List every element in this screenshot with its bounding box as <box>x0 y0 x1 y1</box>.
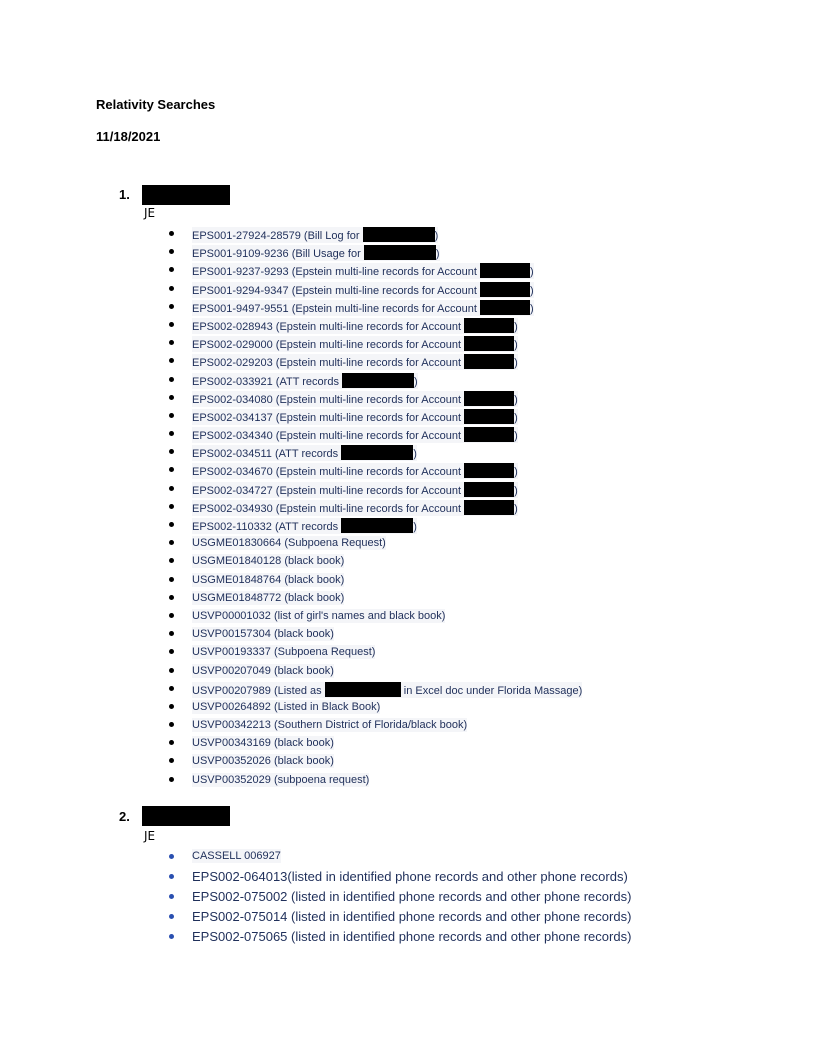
list-item-label: USVP00193337 (Subpoena Request) <box>192 646 376 659</box>
redaction-box <box>342 373 414 388</box>
list-item-label: EPS002-029000 (Epstein multi-line records for Account <box>192 339 465 352</box>
list-item-text <box>192 463 518 479</box>
list-item <box>0 772 816 790</box>
list-item-label: USVP00207989 (Listed as <box>192 684 325 697</box>
bullet-icon <box>169 431 174 436</box>
list-item-text <box>192 391 518 407</box>
list-item-label: EPS002-034340 (Epstein multi-line records for Account <box>192 430 465 443</box>
redaction-box <box>325 682 401 697</box>
list-item-suffix: ) <box>530 284 534 297</box>
list-item <box>0 335 816 353</box>
bullet-icon <box>169 649 174 654</box>
list-item-suffix: ) <box>514 466 518 479</box>
list-item-text <box>192 627 334 641</box>
list-item <box>0 663 816 681</box>
list-item <box>0 408 816 426</box>
list-item <box>0 848 816 868</box>
list-item <box>0 517 816 535</box>
list-item-text <box>192 263 534 279</box>
list-item-label: CASSELL 006927 <box>192 850 281 862</box>
list-item <box>0 572 816 590</box>
bullet-icon <box>169 874 174 879</box>
bullet-icon <box>169 934 174 939</box>
list-item-suffix: ) <box>413 521 417 533</box>
list-item <box>0 699 816 717</box>
bullet-icon <box>169 267 174 272</box>
bullet-icon <box>169 304 174 309</box>
list-item-label: EPS002-110332 (ATT records <box>192 521 342 533</box>
document-date: 11/18/2021 <box>96 129 161 144</box>
list-item-label: USVP00352026 (black book) <box>192 755 334 768</box>
list-item-text <box>192 909 631 925</box>
list-item <box>0 735 816 753</box>
list-item-label: EPS002-034727 (Epstein multi-line records for Account <box>192 484 465 497</box>
list-item-label: EPS002-075065 (listed in identified phone records and other phone records) <box>192 929 632 944</box>
list-item <box>0 626 816 644</box>
list-item <box>0 590 816 608</box>
list-item <box>0 644 816 662</box>
list-item-suffix: ) <box>514 393 518 406</box>
list-item-label: USVP00352029 (subpoena request) <box>192 773 370 786</box>
list-item-label: USVP00342213 (Southern District of Florida/black book) <box>192 719 468 732</box>
list-item-label: USVP00001032 (list of girl's names and black book) <box>192 609 446 622</box>
bullet-icon <box>169 854 174 859</box>
list-item-text <box>192 609 445 623</box>
list-item-text <box>192 282 534 298</box>
list-item-label: EPS002-029203 (Epstein multi-line records for Account <box>192 357 465 370</box>
bullet-icon <box>169 340 174 345</box>
redaction-box <box>464 318 514 333</box>
redaction-box <box>464 409 514 424</box>
list-item <box>0 681 816 699</box>
redaction-box <box>464 427 514 442</box>
section-1-redacted-name <box>142 185 230 205</box>
redaction-box <box>480 300 530 315</box>
bullet-icon <box>169 231 174 236</box>
list-item-text <box>192 336 518 352</box>
redaction-box <box>341 445 413 460</box>
redaction-box <box>363 227 435 242</box>
list-item <box>0 262 816 280</box>
bullet-icon <box>169 249 174 254</box>
list-item-text <box>192 318 518 334</box>
bullet-icon <box>169 286 174 291</box>
list-item <box>0 244 816 262</box>
bullet-icon <box>169 522 174 527</box>
list-item-text <box>192 736 334 750</box>
bullet-icon <box>169 467 174 472</box>
redaction-box <box>464 336 514 351</box>
list-item-label: EPS002-034137 (Epstein multi-line records for Account <box>192 411 465 424</box>
bullet-icon <box>169 486 174 491</box>
bullet-icon <box>169 668 174 673</box>
list-item-text <box>192 700 380 714</box>
list-item <box>0 353 816 371</box>
list-item-suffix: ) <box>514 502 518 515</box>
list-item <box>0 372 816 390</box>
list-item-label: EPS001-9109-9236 (Bill Usage for <box>192 248 364 261</box>
bullet-icon <box>169 704 174 709</box>
list-item-text <box>192 518 417 534</box>
list-item-label: EPS001-9294-9347 (Epstein multi-line records for Account <box>192 284 480 297</box>
list-item-text <box>192 500 518 516</box>
list-item <box>0 553 816 571</box>
section-2-sublabel: JE <box>144 829 156 843</box>
bullet-icon <box>169 758 174 763</box>
list-item-label: EPS002-034511 (ATT records <box>192 448 342 461</box>
bullet-icon <box>169 540 174 545</box>
document-title: Relativity Searches <box>96 97 216 112</box>
list-item-label: USVP00343169 (black book) <box>192 737 334 750</box>
list-item-text <box>192 300 534 316</box>
section-2-redacted-name <box>142 806 230 826</box>
bullet-icon <box>169 631 174 636</box>
list-item-label: EPS002-034080 (Epstein multi-line records for Account <box>192 393 465 406</box>
section-2-number: 2. <box>119 809 130 824</box>
bullet-icon <box>169 377 174 382</box>
list-item-suffix: in Excel doc under Florida Massage) <box>400 684 583 697</box>
list-item-text <box>192 849 281 863</box>
list-item-label: USGME01848764 (black book) <box>192 573 345 586</box>
list-item-label: USGME01830664 (Subpoena Request) <box>192 537 386 550</box>
redaction-box <box>480 282 530 297</box>
list-item-text <box>192 354 518 370</box>
list-item <box>0 928 816 948</box>
redaction-box <box>341 518 413 533</box>
bullet-icon <box>169 577 174 582</box>
list-item <box>0 499 816 517</box>
list-item-text <box>192 869 628 885</box>
redaction-box <box>464 391 514 406</box>
list-item-label: USVP00264892 (Listed in Black Book) <box>192 700 381 713</box>
list-item-text <box>192 718 467 732</box>
list-item-text <box>192 554 344 568</box>
list-item-text <box>192 482 518 498</box>
list-item-text <box>192 409 518 425</box>
bullet-icon <box>169 722 174 727</box>
section-1-list <box>0 226 816 790</box>
list-item-text <box>192 773 369 787</box>
list-item <box>0 281 816 299</box>
list-item-suffix: ) <box>414 375 418 388</box>
list-item <box>0 226 816 244</box>
list-item-text <box>192 929 631 945</box>
list-item <box>0 753 816 771</box>
list-item <box>0 317 816 335</box>
list-item <box>0 868 816 888</box>
redaction-box <box>364 245 436 260</box>
list-item-text <box>192 245 440 261</box>
list-item-label: USGME01840128 (black book) <box>192 555 345 568</box>
bullet-icon <box>169 558 174 563</box>
list-item <box>0 462 816 480</box>
bullet-icon <box>169 595 174 600</box>
list-item-text <box>192 754 334 768</box>
bullet-icon <box>169 740 174 745</box>
list-item <box>0 444 816 462</box>
list-item-text <box>192 682 582 698</box>
bullet-icon <box>169 777 174 782</box>
list-item-label: EPS002-034670 (Epstein multi-line records for Account <box>192 466 465 479</box>
list-item-label: EPS002-033921 (ATT records <box>192 375 343 388</box>
bullet-icon <box>169 504 174 509</box>
list-item-text <box>192 427 518 443</box>
list-item-label: EPS001-9237-9293 (Epstein multi-line records for Account <box>192 266 480 279</box>
bullet-icon <box>169 358 174 363</box>
bullet-icon <box>169 322 174 327</box>
section-2-list <box>0 848 816 948</box>
list-item-text <box>192 664 334 678</box>
list-item-label: EPS002-028943 (Epstein multi-line records for Account <box>192 320 465 333</box>
list-item-label: EPS002-064013(listed in identified phone records and other phone records) <box>192 869 628 884</box>
list-item-label: USVP00157304 (black book) <box>192 628 334 641</box>
section-1-number: 1. <box>119 187 130 202</box>
list-item <box>0 481 816 499</box>
list-item-label: USGME01848772 (black book) <box>192 591 345 604</box>
section-1-sublabel: JE <box>144 206 156 220</box>
list-item-label: EPS002-034930 (Epstein multi-line records for Account <box>192 502 465 515</box>
list-item-suffix: ) <box>514 411 518 424</box>
redaction-box <box>464 463 514 478</box>
list-item-label: EPS002-075014 (listed in identified phone records and other phone records) <box>192 909 632 924</box>
list-item-suffix: ) <box>514 339 518 352</box>
list-item <box>0 608 816 626</box>
bullet-icon <box>169 686 174 691</box>
list-item-label: EPS001-27924-28579 (Bill Log for <box>192 230 363 242</box>
redaction-box <box>480 263 530 278</box>
redaction-box <box>464 482 514 497</box>
list-item-text <box>192 373 418 389</box>
list-item <box>0 390 816 408</box>
list-item-suffix: ) <box>530 302 534 315</box>
bullet-icon <box>169 613 174 618</box>
list-item-suffix: ) <box>435 248 440 261</box>
list-item-label: EPS002-075002 (listed in identified phone records and other phone records) <box>192 889 632 904</box>
list-item-suffix: ) <box>514 430 518 443</box>
list-item <box>0 535 816 553</box>
list-item-text <box>192 536 386 550</box>
list-item-suffix: ) <box>514 357 518 370</box>
list-item-suffix: ) <box>530 266 534 279</box>
list-item-suffix: ) <box>514 320 518 333</box>
bullet-icon <box>169 894 174 899</box>
redaction-box <box>464 500 514 515</box>
list-item-text <box>192 645 375 659</box>
list-item <box>0 299 816 317</box>
bullet-icon <box>169 413 174 418</box>
list-item-text <box>192 227 438 243</box>
list-item <box>0 888 816 908</box>
redaction-box <box>464 354 514 369</box>
list-item-label: EPS001-9497-9551 (Epstein multi-line records for Account <box>192 302 480 315</box>
bullet-icon <box>169 449 174 454</box>
list-item-text <box>192 591 344 605</box>
list-item-text <box>192 889 631 905</box>
list-item-text <box>192 445 417 461</box>
list-item <box>0 717 816 735</box>
list-item <box>0 908 816 928</box>
list-item-suffix: ) <box>434 230 439 242</box>
list-item-suffix: ) <box>514 484 518 497</box>
list-item-label: USVP00207049 (black book) <box>192 664 334 677</box>
bullet-icon <box>169 914 174 919</box>
list-item-suffix: ) <box>413 448 417 461</box>
list-item <box>0 426 816 444</box>
bullet-icon <box>169 395 174 400</box>
list-item-text <box>192 573 344 587</box>
